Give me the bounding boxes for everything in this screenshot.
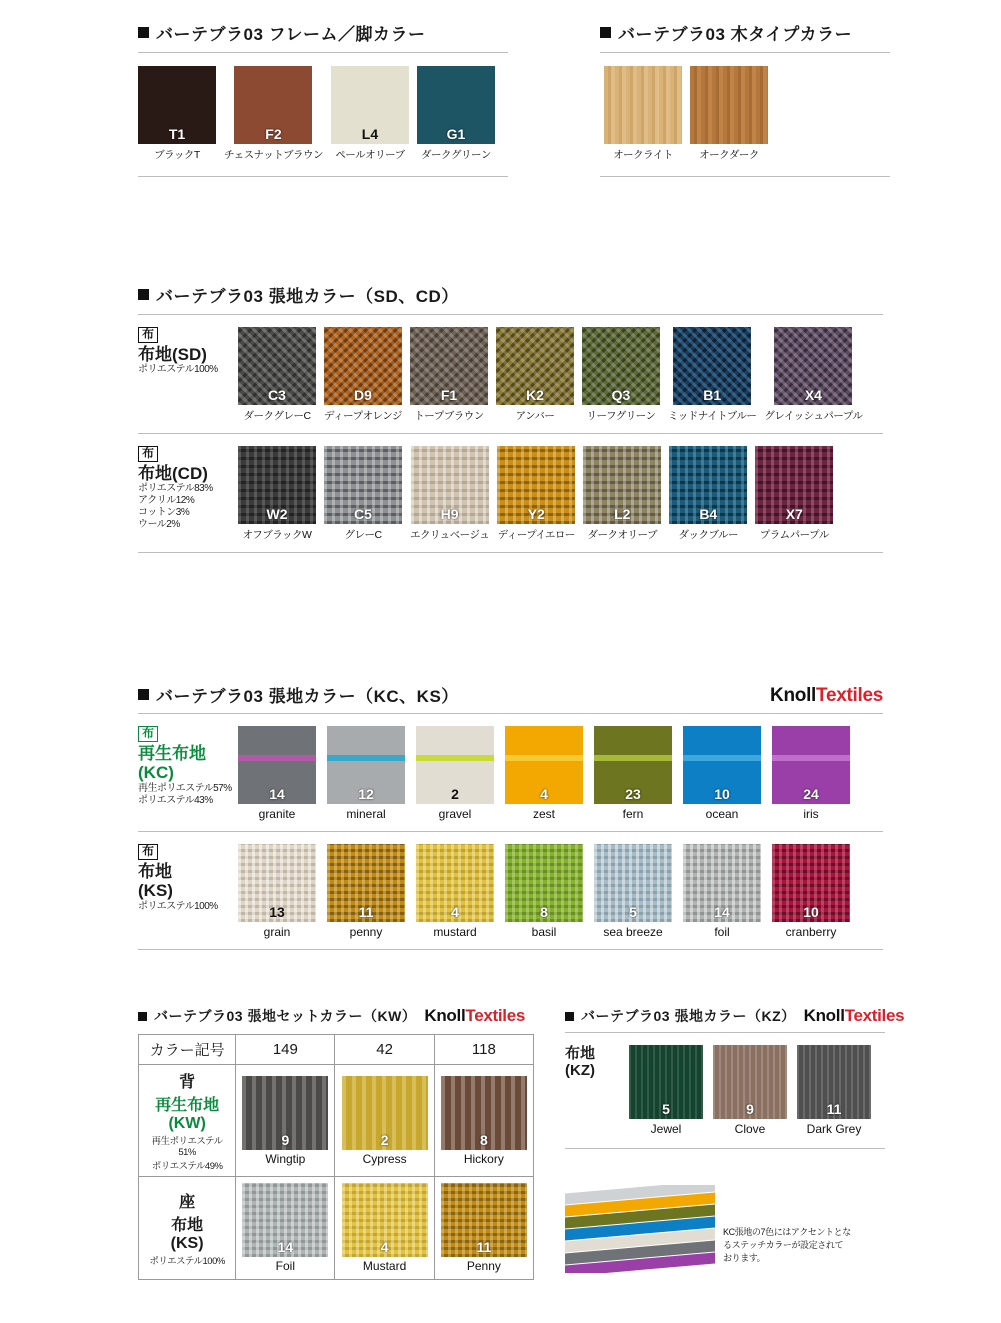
swatch-code: F2 [265,126,282,142]
fabric-composition: ウール2% [138,519,180,531]
sd-cd-section [138,282,883,553]
swatch-tile[interactable] [234,66,312,144]
kw-label-top: 座 [179,1194,196,1211]
swatch-item[interactable] [138,66,216,162]
swatch-name: ダークオリーブ [587,529,657,541]
swatch-tile[interactable] [441,1076,527,1150]
swatch-code: Q3 [611,387,631,403]
swatch-item[interactable] [764,327,862,423]
swatch-code: 14 [269,786,285,802]
knoll-textiles-logo [770,685,883,707]
swatch-code: C5 [354,506,372,522]
swatch-name: mustard [433,925,477,939]
swatch-tile[interactable] [416,844,494,922]
swatch-code: D9 [354,387,372,403]
kc-ks-section [138,682,883,950]
swatch-code: 9 [746,1101,754,1117]
swatch-name: プラムパープル [759,529,829,541]
swatch-code: L2 [614,506,631,522]
sd-cd-title: バーテブラ03 張地カラー（SD、CD） [156,287,459,306]
swatch-tile[interactable] [411,446,489,524]
swatch-code: 11 [826,1101,842,1117]
swatch-code: Y2 [527,506,545,522]
fabric-label-main: 布地 [138,861,172,881]
swatch-name: グレイッシュパープル [764,410,863,422]
swatch-name: チェスナットブラウン [224,149,323,161]
bullet-square-icon [138,1012,147,1021]
frame-color-title: バーテブラ03 フレーム／脚カラー [156,25,426,44]
swatch-tile[interactable] [673,327,751,405]
fabric-label-main: 布地(CD) [138,463,208,483]
swatch-item[interactable] [434,1065,533,1177]
swatch-tile[interactable] [242,1076,328,1150]
fabric-label-code: (KS) [138,881,173,901]
bullet-square-icon [138,289,149,300]
swatch-name: ダークグリーン [421,149,491,161]
swatch-name: ブラックT [154,149,200,161]
kw-label-top: 背 [179,1074,196,1091]
swatch-code: H9 [440,506,459,522]
swatch-code: L4 [361,126,379,142]
kz-swatch-list [629,1045,871,1136]
swatch-name: granite [258,807,296,821]
kw-label-code: (KW) [168,1115,206,1132]
swatch-code: W2 [266,506,288,522]
swatch-code: 4 [451,904,459,920]
fabric-composition: 再生ポリエステル51% [151,1136,223,1158]
swatch-code: 5 [629,904,637,920]
fabric-composition: アクリル12% [138,495,195,507]
swatch-name: ミッドナイトブルー [668,410,757,422]
swatch-tile[interactable] [324,446,402,524]
swatch-tile[interactable] [497,446,575,524]
kw-header-code: 149 [236,1035,335,1065]
swatch-item[interactable] [690,66,768,162]
kw-title: バーテブラ03 張地セットカラー（KW） [154,1008,417,1024]
kw-header-code: 118 [434,1035,533,1065]
bullet-square-icon [565,1012,574,1021]
fabric-label-code: (KZ) [565,1062,595,1080]
swatch-tile[interactable] [583,446,661,524]
knoll-logo-textiles: Textiles [816,685,883,706]
fabric-composition: ポリエステル43% [138,794,213,806]
swatch-item[interactable] [505,726,583,821]
swatch-tile[interactable] [238,327,316,405]
kc-swatch-list [238,726,850,821]
fabric-label-main: 再生布地 [138,743,206,763]
swatch-item[interactable] [236,1177,335,1280]
swatch-code: 4 [540,786,548,802]
swatch-item[interactable] [238,327,316,423]
kz-row [565,1045,885,1136]
swatch-code: 9 [281,1131,290,1148]
swatch-name: mineral [346,807,386,821]
fabric-composition: 再生ポリエステル57% [138,782,232,794]
divider [138,52,508,53]
bullet-square-icon [138,689,149,700]
swatch-tile[interactable] [629,1045,703,1119]
fabric-label-main: 布地(SD) [138,344,207,364]
swatch-tile[interactable] [797,1045,871,1119]
swatch-item[interactable] [755,446,833,542]
swatch-tile[interactable] [416,726,494,804]
swatch-code: 12 [358,786,374,802]
swatch-code: 4 [380,1239,389,1255]
swatch-item[interactable] [238,726,316,821]
swatch-name: basil [531,925,557,939]
swatch-code: 13 [269,904,285,920]
swatch-item[interactable] [583,446,661,542]
kw-heading-row [138,1006,534,1026]
kw-label-code: (KS) [170,1235,204,1252]
swatch-tile[interactable] [441,1183,527,1257]
fabric-label-code: (KC) [138,763,174,783]
swatch-item[interactable] [417,66,495,162]
kc-ks-title: バーテブラ03 張地カラー（KC、KS） [156,687,459,706]
kw-heading [138,1006,416,1026]
swatch-tile[interactable] [496,327,574,405]
swatch-code: 10 [714,786,730,802]
swatch-name: Foil [275,1259,296,1273]
swatch-item[interactable] [594,844,672,939]
swatch-item[interactable] [772,726,850,821]
swatch-item[interactable] [594,726,672,821]
kc-row [138,726,883,821]
swatch-tile[interactable] [772,726,850,804]
swatch-code: F1 [440,387,458,403]
fabric-composition: ポリエステル49% [151,1161,223,1172]
sd-cd-heading [138,282,883,307]
swatch-name: Wingtip [265,1151,306,1166]
frame-color-heading [138,20,508,45]
swatch-code: 8 [540,904,548,920]
swatch-code: 14 [714,904,730,920]
swatch-item[interactable] [327,844,405,939]
kz-heading [565,1006,796,1026]
swatch-item[interactable] [713,1045,787,1136]
swatch-tile[interactable] [683,726,761,804]
wood-color-title: バーテブラ03 木タイプカラー [618,25,853,44]
swatch-name: sea breeze [603,925,663,939]
swatch-tile[interactable] [324,327,402,405]
fabric-fan-illustration [565,1185,715,1273]
swatch-name: ocean [705,807,739,821]
swatch-code: 11 [476,1239,492,1255]
swatch-tile[interactable] [138,66,216,144]
fabric-icon-label: 布 [138,726,158,742]
swatch-tile[interactable] [342,1183,428,1257]
swatch-tile[interactable] [604,66,682,144]
frame-swatch-list [138,66,508,162]
swatch-tile[interactable] [582,327,660,405]
swatch-item[interactable] [331,66,409,162]
swatch-tile[interactable] [505,844,583,922]
swatch-code: 10 [803,904,819,920]
swatch-name: Mustard [362,1259,407,1273]
kz-row-label [565,1045,629,1136]
divider [138,176,508,177]
swatch-item[interactable] [582,327,660,423]
divider [138,433,883,434]
sd-row [138,327,883,423]
swatch-name: オークライト [613,149,673,161]
kw-header-label: カラー記号 [139,1035,236,1065]
swatch-name: ディープオレンジ [324,410,403,422]
swatch-name: Dark Grey [806,1122,862,1136]
swatch-tile[interactable] [327,844,405,922]
knoll-logo-knoll: Knoll [424,1006,466,1025]
swatch-name: gravel [438,807,472,821]
swatch-name: Clove [734,1122,766,1136]
swatch-item[interactable] [604,66,682,162]
fabric-composition: ポリエステル83% [138,483,213,495]
swatch-item[interactable] [629,1045,703,1136]
fabric-composition: ポリエステル100% [149,1256,225,1267]
bullet-square-icon [600,27,611,38]
kc-ks-heading-row [138,682,883,707]
swatch-tile[interactable] [410,327,488,405]
swatch-name: fern [622,807,644,821]
wood-color-heading [600,20,890,45]
kw-header-code: 42 [335,1035,434,1065]
swatch-item[interactable] [416,844,494,939]
swatch-name: グレーC [344,529,382,541]
swatch-tile[interactable] [331,66,409,144]
sd-swatch-list [238,327,862,423]
swatch-tile[interactable] [594,726,672,804]
kw-label-main: 再生布地 [155,1097,220,1114]
fabric-label-main: 布地 [565,1045,596,1062]
swatch-tile[interactable] [238,844,316,922]
swatch-code: X4 [804,387,822,403]
fabric-composition: ポリエステル100% [138,900,218,912]
frame-color-section [138,20,508,177]
swatch-code: K2 [526,387,544,403]
kw-row-label-back [139,1065,236,1177]
swatch-item[interactable] [327,726,405,821]
swatch-code: B4 [699,506,718,522]
kw-label-main: 布地 [171,1217,204,1234]
swatch-code: 2 [380,1131,389,1148]
cd-row [138,446,883,542]
fabric-icon-label: 布 [138,446,158,462]
swatch-tile[interactable] [238,726,316,804]
fabric-icon-label: 布 [138,327,158,343]
swatch-name: ダークグレーC [243,410,311,422]
swatch-item[interactable] [434,1177,533,1280]
kw-table [138,1034,534,1280]
divider [600,176,890,177]
swatch-name: トープブラウン [414,410,484,422]
swatch-item[interactable] [324,327,402,423]
swatch-code: 2 [451,786,459,802]
cd-swatch-list [238,446,833,542]
swatch-code: 5 [662,1101,670,1117]
swatch-name: zest [532,807,555,821]
ks-row [138,844,883,939]
swatch-tile[interactable] [327,726,405,804]
swatch-item[interactable] [236,1065,335,1177]
swatch-tile[interactable] [669,446,747,524]
swatch-name: Hickory [463,1151,504,1166]
table-row [139,1065,534,1177]
swatch-name: オフブラックW [242,529,312,541]
swatch-tile[interactable] [242,1183,328,1257]
swatch-tile[interactable] [238,446,316,524]
knoll-logo-textiles: Textiles [465,1006,526,1025]
swatch-name: ペールオリーブ [335,149,405,161]
fabric-icon-label: 布 [138,844,158,860]
swatch-code: G1 [446,126,466,142]
swatch-item[interactable] [410,327,488,423]
swatch-name: Cypress [362,1151,407,1166]
swatch-code: X7 [785,506,803,522]
swatch-item[interactable] [683,726,761,821]
swatch-item[interactable] [683,844,761,939]
swatch-item[interactable] [324,446,402,542]
divider [565,1032,885,1033]
swatch-name: オークダーク [699,149,759,161]
swatch-tile[interactable] [772,844,850,922]
swatch-item[interactable] [797,1045,871,1136]
swatch-name: ダックブルー [678,529,739,541]
kc-ks-heading [138,682,459,707]
kc-row-label [138,726,238,821]
ks-swatch-list [238,844,850,939]
swatch-item[interactable] [496,327,574,423]
swatch-code: C3 [268,387,286,403]
knoll-textiles-logo [804,1006,905,1026]
swatch-item[interactable] [238,844,316,939]
table-row [139,1177,534,1280]
fabric-composition: ポリエステル100% [138,364,218,376]
swatch-tile[interactable] [505,726,583,804]
fabric-composition: コットン3% [138,507,190,519]
cd-row-label [138,446,238,542]
swatch-item[interactable] [669,446,747,542]
swatch-item[interactable] [238,446,316,542]
knoll-logo-textiles: Textiles [844,1006,905,1025]
divider [600,52,890,53]
divider [138,314,883,315]
divider [138,713,883,714]
stitch-note-text: KC張地の7色にはアクセントとなるステッチカラーが設定されております。 [723,1226,851,1263]
swatch-tile[interactable] [342,1076,428,1150]
kz-title: バーテブラ03 張地カラー（KZ） [581,1008,796,1024]
swatch-item[interactable] [505,844,583,939]
swatch-name: エクリュベージュ [410,529,490,541]
swatch-tile[interactable] [594,844,672,922]
swatch-tile[interactable] [683,844,761,922]
swatch-tile[interactable] [755,446,833,524]
swatch-item[interactable] [772,844,850,939]
swatch-name: ディープイエロー [497,529,575,541]
swatch-item[interactable] [335,1065,434,1177]
swatch-item[interactable] [410,446,489,542]
divider [565,1148,885,1149]
divider [138,949,883,950]
sd-row-label [138,327,238,423]
swatch-item[interactable] [668,327,756,423]
knoll-logo-knoll: Knoll [803,1006,845,1025]
kz-section [565,1006,905,1273]
swatch-code: 23 [625,786,641,802]
swatch-code: 11 [358,904,374,920]
knoll-logo-knoll: Knoll [770,685,817,706]
swatch-tile[interactable] [690,66,768,144]
kw-section [138,1006,534,1280]
wood-color-section [600,20,890,177]
swatch-code: 8 [479,1131,488,1148]
swatch-name: Penny [466,1259,501,1273]
swatch-name: cranberry [785,925,837,939]
swatch-code: T1 [168,126,186,142]
bullet-square-icon [138,27,149,38]
swatch-item[interactable] [416,726,494,821]
knoll-textiles-logo [424,1006,525,1026]
divider [138,831,883,832]
table-row [139,1035,534,1065]
stitch-note-block [565,1185,885,1273]
swatch-name: penny [349,925,383,939]
swatch-tile[interactable] [417,66,495,144]
wood-swatch-list [604,66,890,162]
swatch-code: B1 [703,387,722,403]
ks-row-label [138,844,238,939]
divider [138,552,883,553]
swatch-name: foil [714,925,730,939]
swatch-item[interactable] [335,1177,434,1280]
kz-heading-row [565,1006,905,1026]
kw-row-label-seat [139,1177,236,1280]
swatch-name: grain [263,925,291,939]
swatch-item[interactable] [497,446,575,542]
swatch-name: アンバー [515,410,555,422]
swatch-code: 14 [277,1239,294,1255]
swatch-name: リーフグリーン [586,410,656,422]
swatch-item[interactable] [224,66,323,162]
swatch-name: iris [803,807,819,821]
swatch-name: Jewel [650,1122,682,1136]
swatch-code: 24 [803,786,819,802]
swatch-tile[interactable] [774,327,852,405]
swatch-tile[interactable] [713,1045,787,1119]
